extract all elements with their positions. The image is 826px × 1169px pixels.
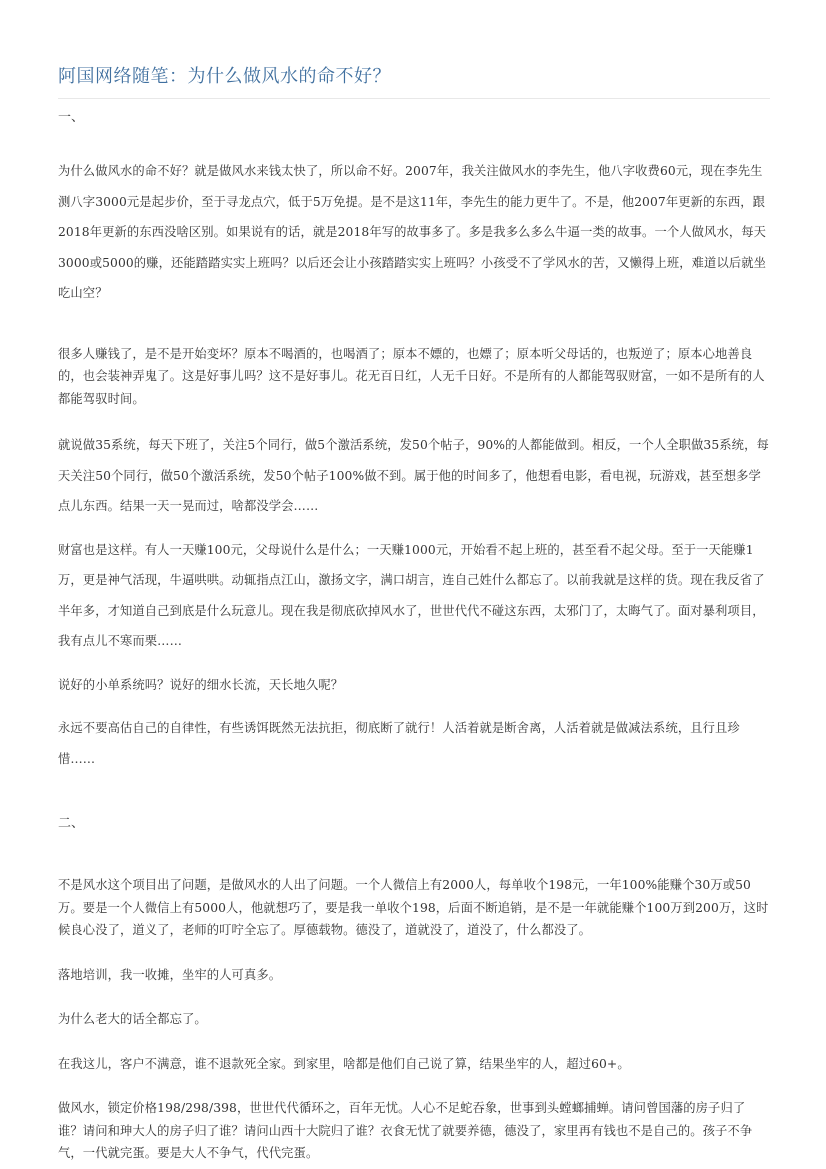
paragraph-2: 很多人赚钱了，是不是开始变坏？原本不喝酒的，也喝酒了；原本不嫖的，也嫖了；原本听父母话的，也叛逆了；原本心地善良的，也会装神弄鬼了。这是好事儿吗？这不是好事儿。花无百日红，人无千日好。不是所有的人都能驾驭财富，一如不是所有的人都能驾驭时间。 <box>58 346 765 406</box>
section-marker-2: 二、 <box>58 816 85 831</box>
paragraph-10: 在我这儿，客户不满意，谁不退款死全家。到家里，啥都是他们自己说了算，结果坐牢的人，超过60+。 <box>58 1056 630 1071</box>
article <box>58 0 770 1165</box>
paragraph-8: 落地培训，我一收摊，坐牢的人可真多。 <box>58 967 282 982</box>
paragraph-1: 为什么做风水的命不好？就是做风水来钱太快了，所以命不好。2007年，我关注做风水的李先生，他八字收费60元，现在李先生测八字3000元是起步价，至于寻龙点穴，低于5万免提。是不是这11年，李先生的能力更牛了。不是，他2007年更新的东西，跟2018年更新的东西没啥区别。如果说有的话，就是2018年写的故事多了。多是我多么多么牛逼一类的故事。一个人做风水，每天3000或5000的赚，还能踏踏实实上班吗？以后还会让小孩踏踏实实上班吗？小孩受不了学风水的苦，又懒得上班，难道以后就坐吃山空？ <box>58 164 767 300</box>
paragraph-6: 永远不要高估自己的自律性，有些诱饵既然无法抗拒，彻底断了就行！人活着就是断舍离，人活着就是做减法系统，且行且珍惜…… <box>58 721 740 766</box>
paragraph-4: 财富也是这样。有人一天赚100元，父母说什么是什么；一天赚1000元，开始看不起上班的，甚至看不起父母。至于一天能赚1万，更是神气活现，牛逼哄哄。动辄指点江山，激扬文字，满口胡言，连自己姓什么都忘了。以前我就是这样的货。现在我反省了半年多，才知道自己到底是什么玩意儿。现在我是彻底砍掉风水了，世世代代不碰这东西，太邪门了，太晦气了。面对暴利项目，我有点儿不寒而栗…… <box>58 542 765 648</box>
paragraph-7: 不是风水这个项目出了问题，是做风水的人出了问题。一个人微信上有2000人，每单收个198元，一年100%能赚个30万或50万。要是一个人微信上有5000人，他就想巧了，要是我一单收个198，后面不断追销，是不是一年就能赚个100万到200万，这时候良心没了，道义了，老师的叮咛全忘了。厚德载物。德没了，道就没了，道没了，什么都没了。 <box>58 878 769 937</box>
paragraph-5: 说好的小单系统吗？说好的细水长流，天长地久呢？ <box>58 677 344 692</box>
paragraph-3: 就说做35系统，每天下班了，关注5个同行，做5个激活系统，发50个帖子，90%的人都能做到。相反，一个人全职做35系统，每天关注50个同行，做50个激活系统，发50个帖子100%做不到。属于他的时间多了，他想看电影，看电视，玩游戏，甚至想多学点儿东西。结果一天一晃而过，啥都没学会…… <box>58 438 769 513</box>
page-title: 阿国网络随笔：为什么做风水的命不好？ <box>58 66 391 87</box>
title-divider <box>58 98 770 99</box>
section-marker-1: 一、 <box>58 110 85 125</box>
paragraph-9: 为什么老大的话全都忘了。 <box>58 1012 207 1026</box>
paragraph-11: 做风水，锁定价格198/298/398，世世代代循环之，百年无忧。人心不足蛇吞象，世事到头螳螂捕蝉。请问曾国藩的房子归了谁？请问和珅大人的房子归了谁？请问山西十大院归了谁？衣食无忧了就要养德，德没了，家里再有钱也不是自己的。孩子不争气，一代就完蛋。要是大人不争气，代代完蛋。 <box>58 1101 753 1160</box>
